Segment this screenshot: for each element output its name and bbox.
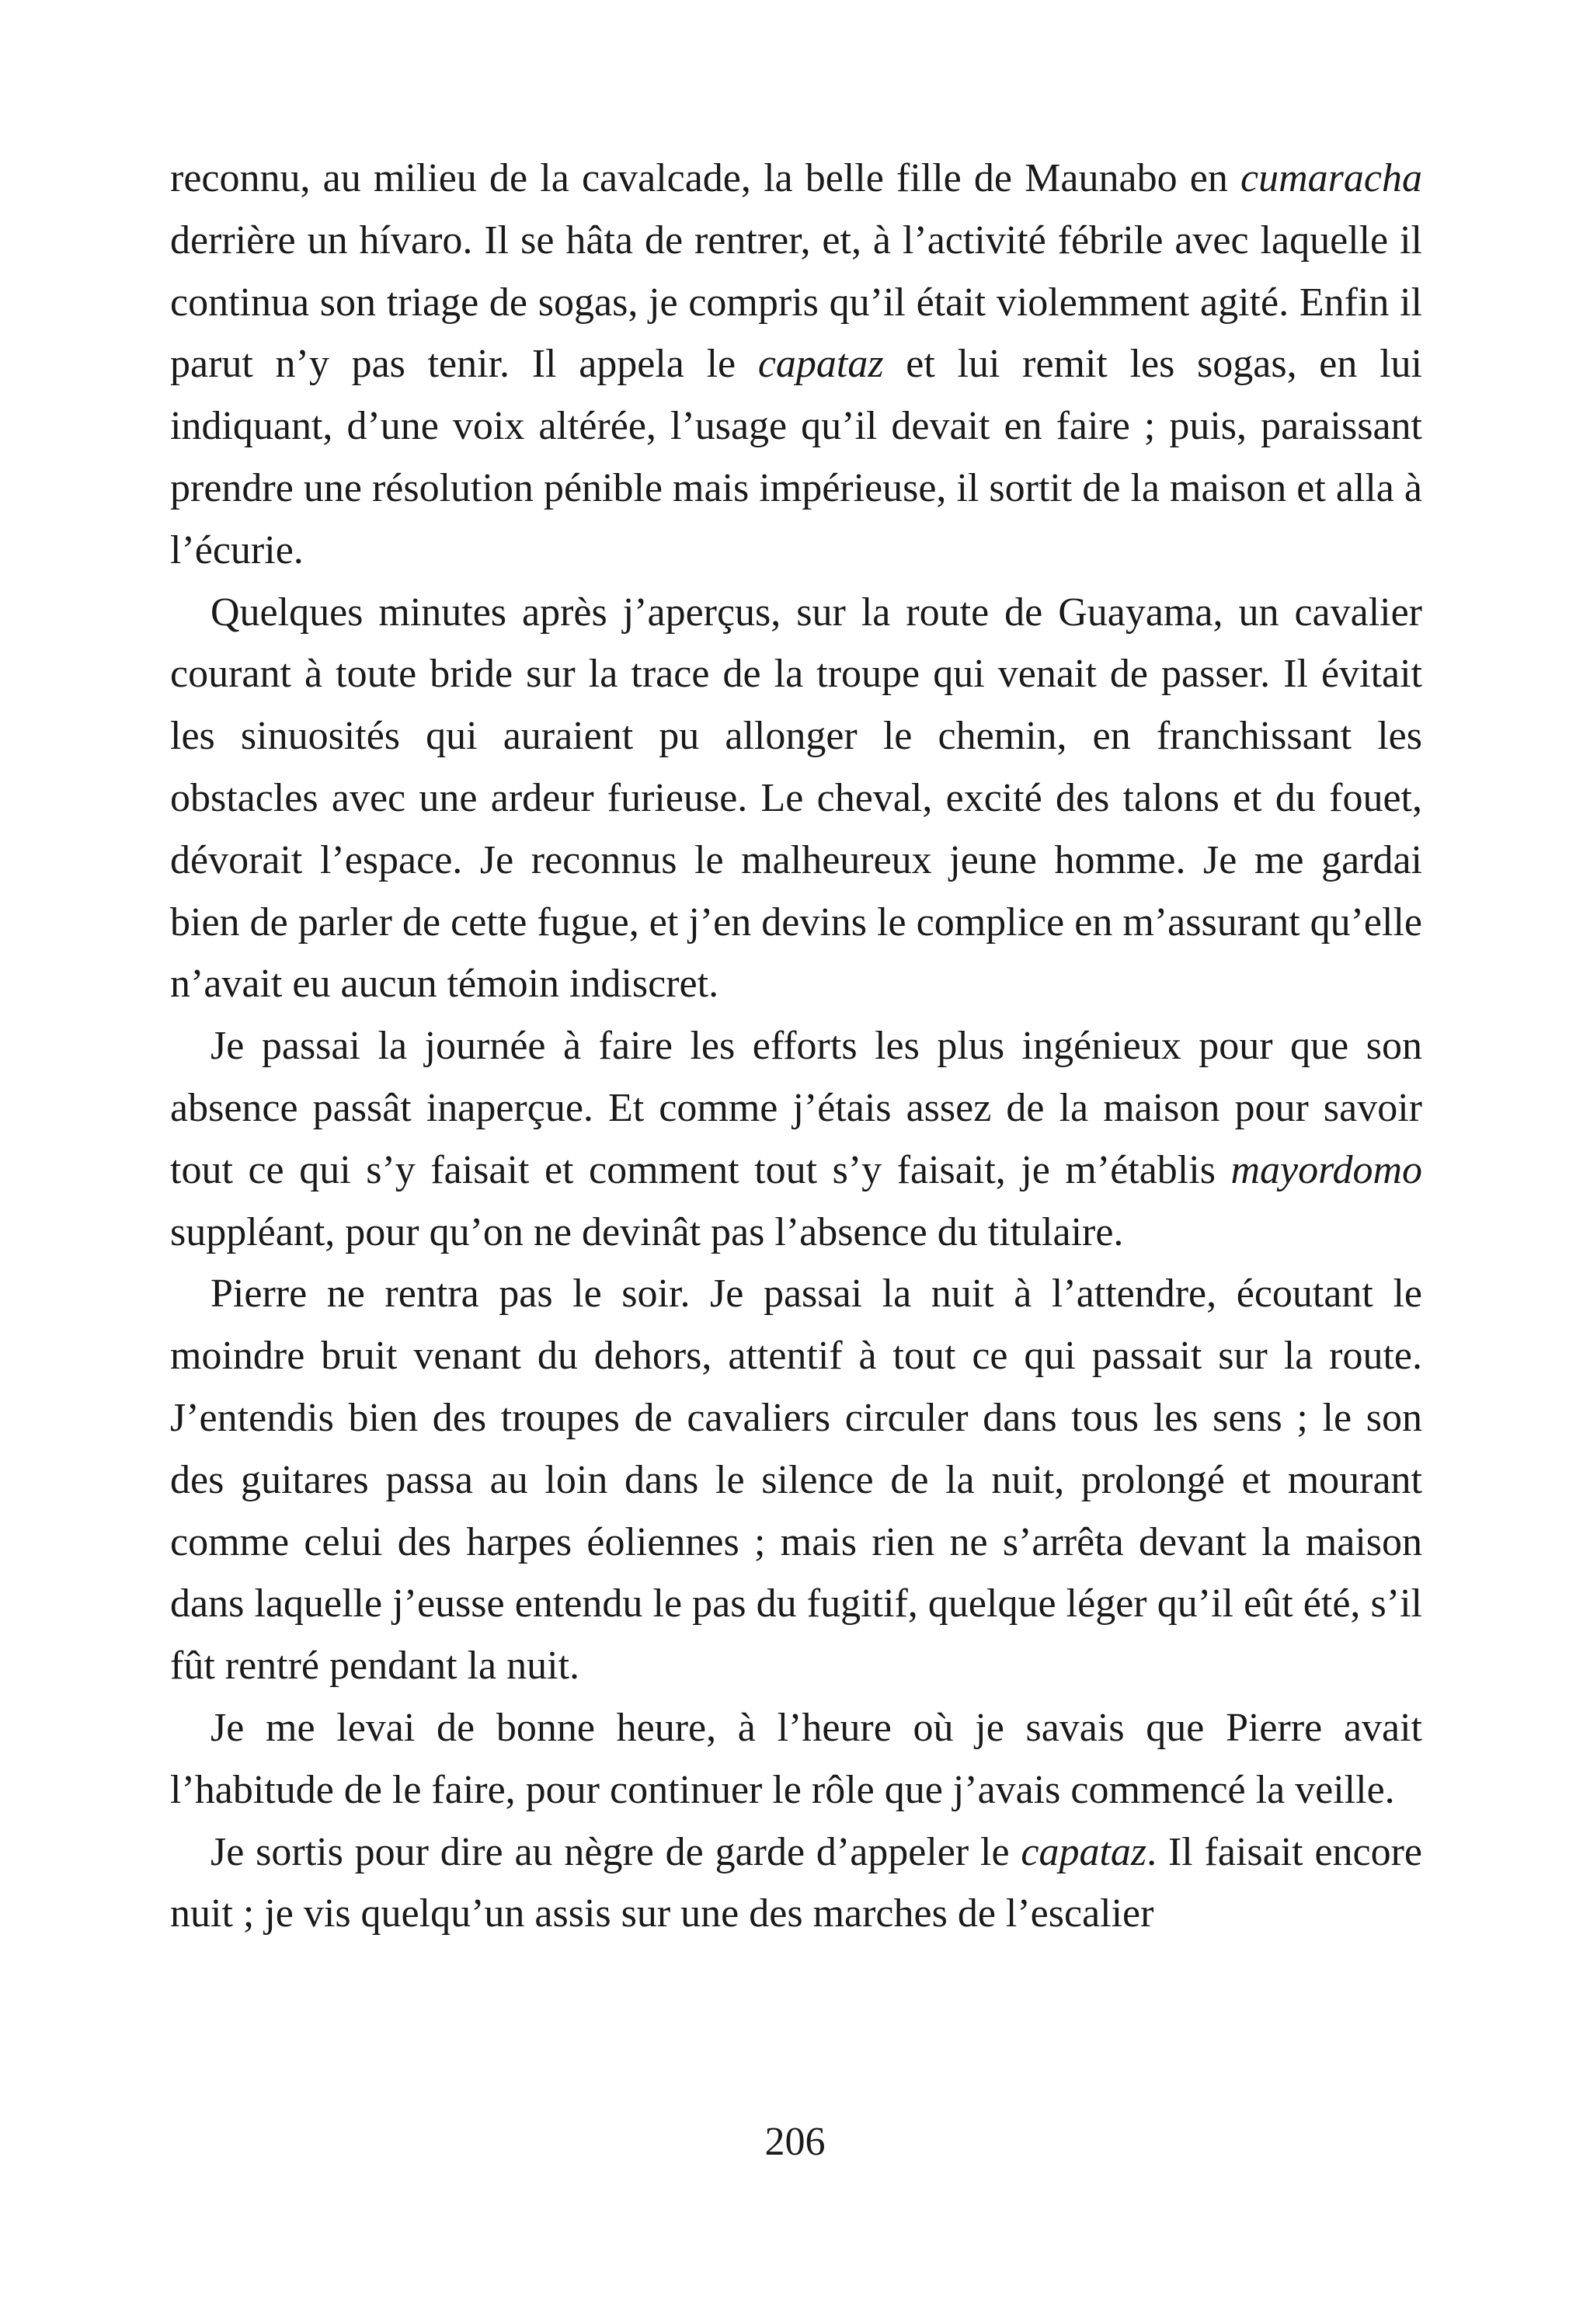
- paragraph-1-run-5: et lui remit les sogas, en lui indiquant, d’une voix altérée, l’usage qu’il devait en faire ; puis, paraissant prendre une résolution pénible mais impérieuse, il sortit de la maison et alla à l’écurie.: [170, 342, 1422, 572]
- paragraph-1-run-2: cumaracha: [1240, 156, 1422, 200]
- body-text: [170, 148, 1422, 1945]
- page-number: 206: [764, 2120, 826, 2164]
- paragraph-3-run-3: suppléant, pour qu’on ne devinât pas l’absence du titulaire.: [170, 1209, 1124, 1254]
- paragraph-1-run-3: derrière un hívaro. Il se hâta de rentrer, et, à l’activité fébrile avec laquelle il continua son triage de sogas, je compris qu’il était violemment agité. Enfin il parut n’y pas tenir. Il appela le: [170, 217, 1422, 387]
- paragraph-6-run-3: . Il faisait encore nuit ; je vis quelqu’un assis sur une des marches de l’escalier: [170, 1829, 1423, 1936]
- paragraph-3-run-2: mayordomo: [1230, 1147, 1422, 1192]
- paragraph-6-run-2: capataz: [1021, 1829, 1147, 1874]
- paragraph-4-run-1: Pierre ne rentra pas le soir. Je passai la nuit à l’attendre, écoutant le moindre bruit venant du dehors, attentif à tout ce qui passait sur la route. J’entendis bien des troupes de cavaliers circuler dans tous les sens ; le son des guitares passa au loin dans le silence de la nuit, prolongé et mourant comme celui des harpes éoliennes ; mais rien ne s’arrêta devant la maison dans laquelle j’eusse entendu le pas du fugitif, quelque léger qu’il eût été, s’il fût rentré pendant la nuit.: [170, 1272, 1422, 1689]
- paragraph-2: [170, 582, 1422, 1016]
- paragraph-5: [170, 1697, 1422, 1821]
- paragraph-6-run-1: Je sortis pour dire au nègre de garde d’appeler le: [210, 1829, 1021, 1874]
- paragraph-2-run-1: Quelques minutes après j’aperçus, sur la route de Guayama, un cavalier courant à toute bride sur la trace de la troupe qui venait de passer. Il évitait les sinuosités qui auraient pu allonger le chemin, en franchissant les obstacles avec une ardeur furieuse. Le cheval, excité des talons et du fouet, dévorait l’espace. Je reconnus le malheureux jeune homme. Je me gardai bien de parler de cette fugue, et j’en devins le complice en m’assurant qu’elle n’avait eu aucun témoin indiscret.: [170, 590, 1422, 1007]
- paragraph-6: [170, 1821, 1422, 1946]
- paragraph-1-run-1: reconnu, au milieu de la cavalcade, la belle fille de Maunabo en: [170, 156, 1241, 200]
- paragraph-5-run-1: Je me levai de bonne heure, à l’heure où je savais que Pierre avait l’habitude de le faire, pour continuer le rôle que j’avais commencé la veille.: [170, 1705, 1422, 1812]
- paragraph-1-run-4: capataz: [757, 342, 884, 387]
- paragraph-1: [170, 148, 1422, 582]
- paragraph-3: [170, 1015, 1422, 1263]
- paragraph-4: [170, 1263, 1422, 1697]
- paragraph-3-run-1: Je passai la journée à faire les efforts les plus ingénieux pour que son absence passât inaperçue. Et comme j’étais assez de la maison pour savoir tout ce qui s’y faisait et comment tout s’y faisait, je m’établis: [170, 1024, 1422, 1192]
